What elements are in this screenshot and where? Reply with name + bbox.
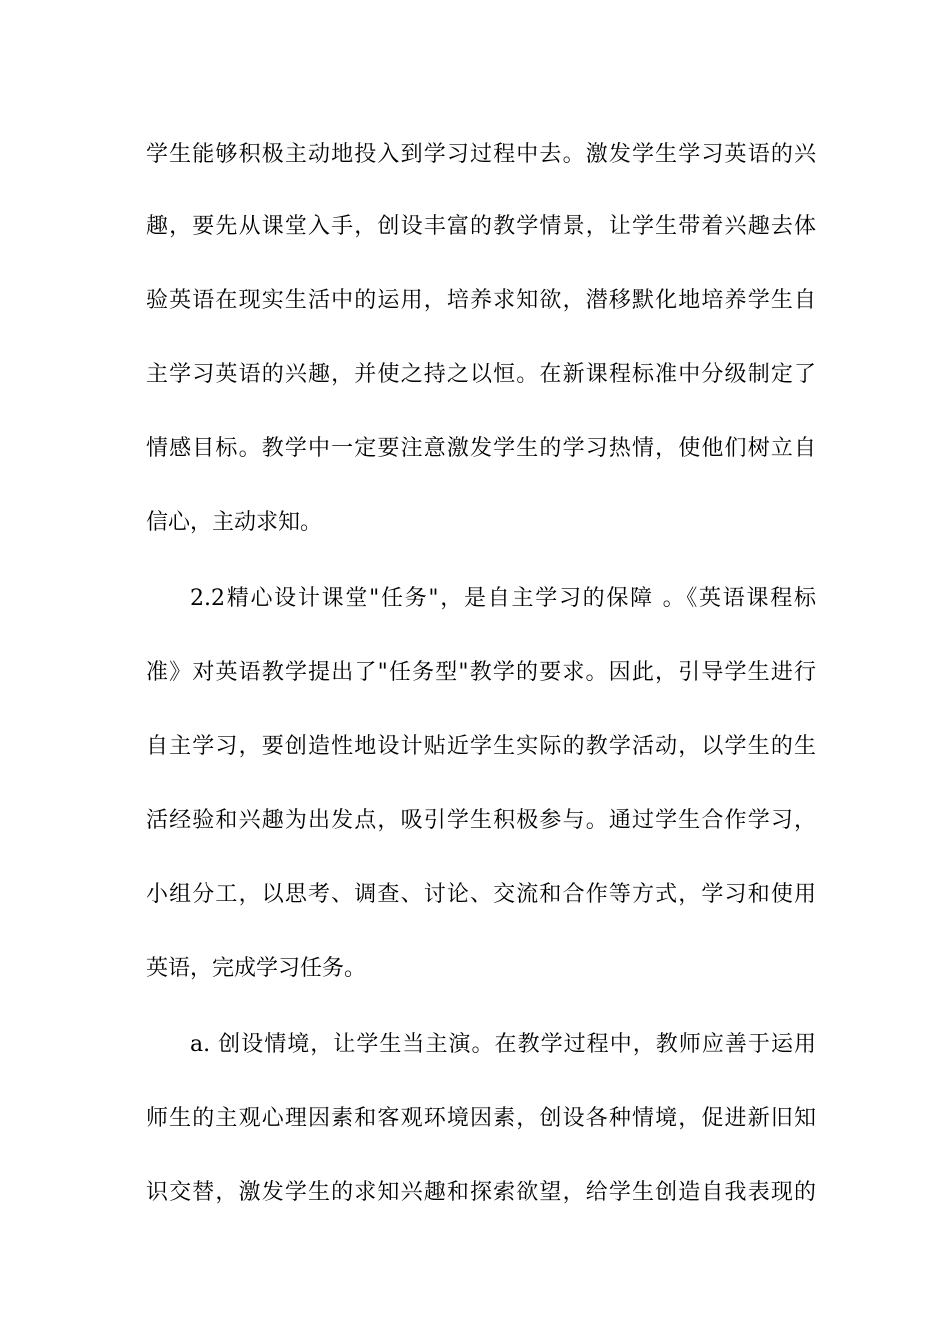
paragraph-line: 情感目标。教学中一定要注意激发学生的学习热情，使他们树立自 bbox=[146, 436, 816, 461]
paragraph-line: 师生的主观心理因素和客观环境因素，创设各种情境，促进新旧知 bbox=[146, 1106, 816, 1131]
section-heading-line: 2.2精心设计课堂"任务"，是自主学习的保障 。《英语课程标 bbox=[190, 586, 816, 611]
paragraph-line: 识交替，激发学生的求知兴趣和探索欲望，给学生创造自我表现的 bbox=[146, 1180, 816, 1205]
paragraph-line: 英语，完成学习任务。 bbox=[146, 956, 367, 981]
paragraph-line: 主学习英语的兴趣，并使之持之以恒。在新课程标准中分级制定了 bbox=[146, 362, 816, 387]
paragraph-line: 验英语在现实生活中的运用，培养求知欲，潜移默化地培养学生自 bbox=[146, 288, 816, 313]
paragraph-line: 活经验和兴趣为出发点，吸引学生积极参与。通过学生合作学习， bbox=[146, 808, 816, 833]
paragraph-line: 准》对英语教学提出了"任务型"教学的要求。因此，引导学生进行 bbox=[146, 660, 816, 685]
paragraph-line: 趣，要先从课堂入手，创设丰富的教学情景，让学生带着兴趣去体 bbox=[146, 214, 816, 239]
paragraph-line: 信心，主动求知。 bbox=[146, 510, 323, 535]
paragraph-line: 小组分工，以思考、调查、讨论、交流和合作等方式，学习和使用 bbox=[146, 882, 816, 907]
list-item-line: a. 创设情境，让学生当主演。在教学过程中，教师应善于运用 bbox=[190, 1032, 816, 1057]
paragraph-line: 自主学习，要创造性地设计贴近学生实际的教学活动，以学生的生 bbox=[146, 734, 816, 759]
paragraph-line: 学生能够积极主动地投入到学习过程中去。激发学生学习英语的兴 bbox=[146, 142, 816, 167]
